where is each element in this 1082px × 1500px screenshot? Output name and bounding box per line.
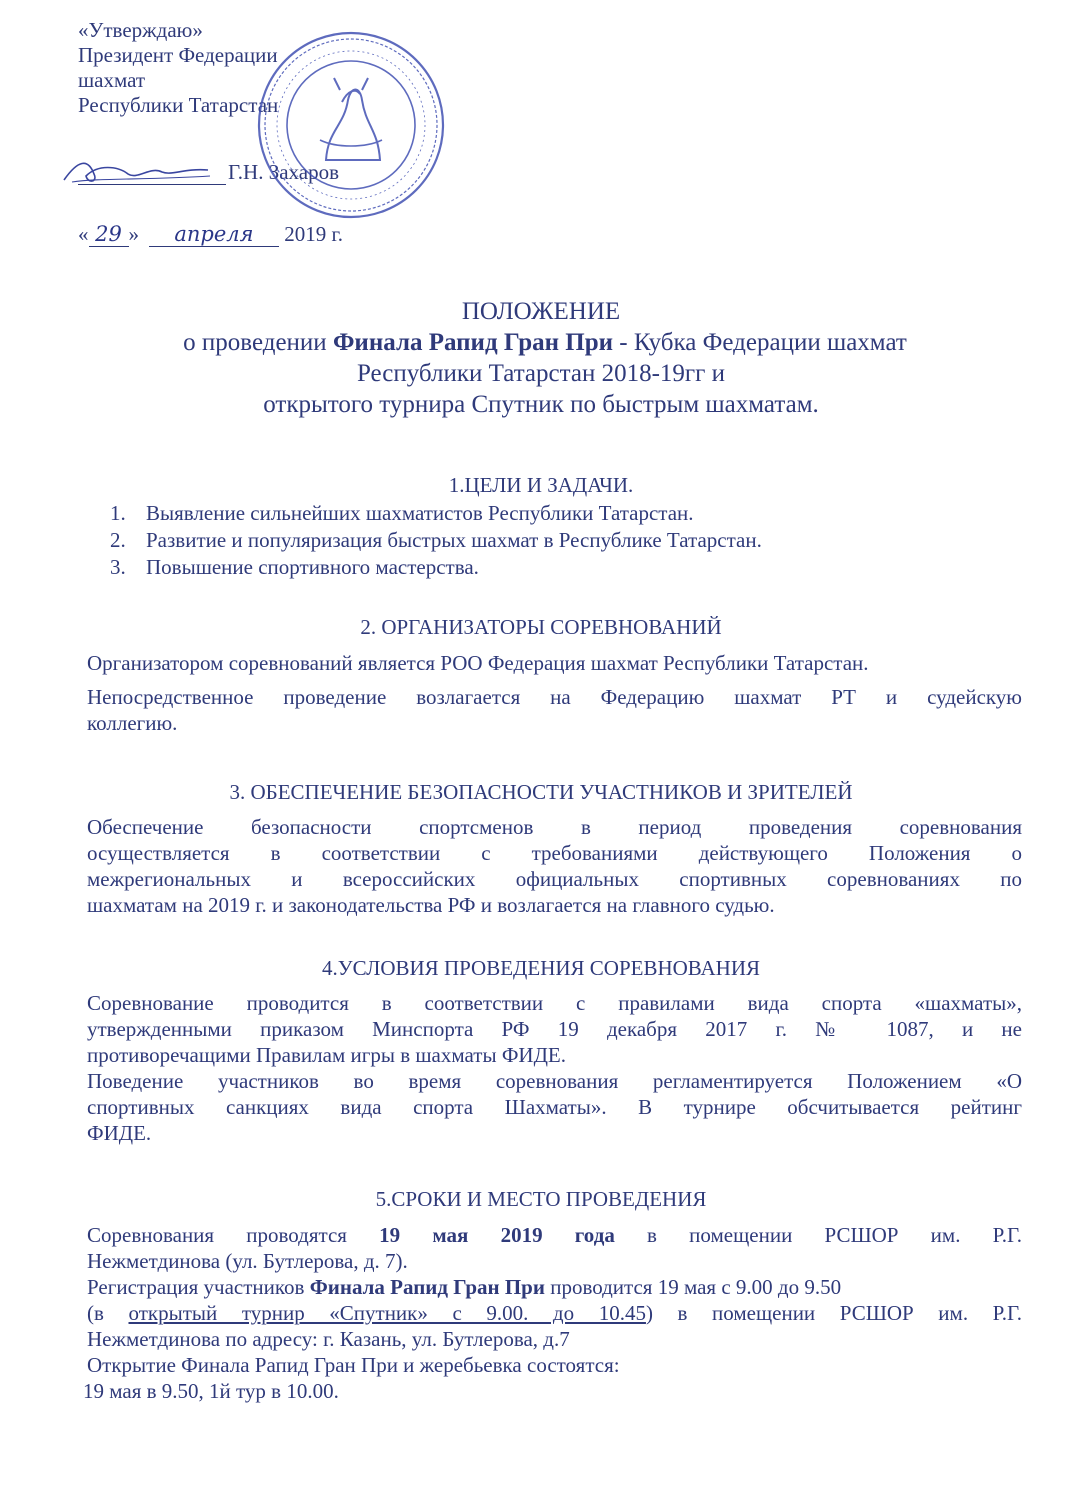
section2-line3: коллегию. — [87, 711, 178, 735]
section5-sputnik-underlined: открытый турнир «Спутник» с 9.00. до 10.45 — [128, 1301, 646, 1325]
section2-heading: 2. ОРГАНИЗАТОРЫ СОРЕВНОВАНИЙ — [360, 615, 722, 639]
date-month: апреля — [149, 222, 279, 247]
list-item-number: 1. — [110, 501, 126, 525]
section3-line1: Обеспечение безопасности спортсменов в период проведения соревнования — [87, 815, 1022, 839]
approval-position-line3: Республики Татарстан — [78, 93, 279, 117]
section3-line2: осуществляется в соответствии с требованиями действующего Положения о — [87, 841, 1022, 865]
list-item-number: 2. — [110, 528, 126, 552]
section1-heading: 1.ЦЕЛИ И ЗАДАЧИ. — [448, 473, 634, 497]
list-item — [110, 527, 762, 554]
section4-line1: Соревнование проводится в соответствии с правилами вида спорта «шахматы», — [87, 991, 1022, 1015]
approval-position-line2: шахмат — [78, 68, 146, 92]
section2-paragraph — [87, 650, 1022, 736]
section5-line3-end: проводится 19 мая с 9.00 до 9.50 — [544, 1275, 842, 1299]
section4-heading: 4.УСЛОВИЯ ПРОВЕДЕНИЯ СОРЕВНОВАНИЯ — [322, 956, 760, 980]
section4-paragraph — [87, 990, 1022, 1146]
list-item-text: Развитие и популяризация быстрых шахмат в Республике Татарстан. — [146, 528, 762, 552]
approval-date — [78, 222, 343, 247]
section3-paragraph — [87, 814, 1022, 918]
section2-line2: Непосредственное проведение возлагается на Федерацию шахмат РТ и судейскую — [87, 685, 1022, 709]
section5-line4 — [87, 1300, 1022, 1326]
section5-line5: Нежметдинова по адресу: г. Казань, ул. Бутлерова, д.7 — [87, 1327, 570, 1351]
list-item-text: Выявление сильнейших шахматистов Республики Татарстан. — [146, 501, 694, 525]
section5-line6: Открытие Финала Рапид Гран При и жеребьевка состоятся: — [87, 1353, 620, 1377]
section4-line5: спортивных санкциях вида спорта Шахматы». В турнире обсчитывается рейтинг — [87, 1095, 1022, 1119]
signer-name: Г.Н. Захаров — [228, 160, 339, 184]
goals-list — [110, 500, 762, 581]
date-close-quote: » — [128, 222, 139, 246]
section5-line4-end: ) в помещении РСШОР им. Р.Г. — [645, 1301, 1022, 1325]
official-round-seal-icon — [256, 30, 446, 220]
approval-label: «Утверждаю» — [78, 18, 203, 42]
title-line4: открытого турнира Спутник по быстрым шахматам. — [263, 391, 819, 418]
section5-line1-end: в помещении РСШОР им. Р.Г. — [614, 1223, 1022, 1247]
title-line2-suffix: - Кубка Федерации шахмат — [613, 329, 907, 356]
date-open-quote: « — [78, 222, 89, 246]
title-line2-prefix: о проведении — [183, 329, 333, 356]
document-title — [0, 296, 1082, 420]
section3-line4: шахматам на 2019 г. и законодательства РФ и возлагается на главного судью. — [87, 893, 775, 917]
section5-heading: 5.СРОКИ И МЕСТО ПРОВЕДЕНИЯ — [375, 1187, 707, 1211]
section3-line3: межрегиональных и всероссийских официальных спортивных соревнованиях по — [87, 867, 1022, 891]
approval-block — [78, 18, 278, 118]
section4-line3: противоречащими Правилам игры в шахматы ФИДЕ. — [87, 1043, 566, 1067]
section4-line4: Поведение участников во время соревнования регламентируется Положением «О — [87, 1069, 1022, 1093]
section4-line6: ФИДЕ. — [87, 1121, 152, 1145]
section4-line2: утвержденными приказом Минспорта РФ 19 декабря 2017 г. № 1087, и не — [87, 1017, 1022, 1041]
list-item-number: 3. — [110, 555, 126, 579]
section5-line1 — [87, 1222, 1022, 1248]
title-heading: ПОЛОЖЕНИЕ — [461, 298, 621, 325]
section5-paragraph — [83, 1222, 1022, 1404]
section5-final-bold: Финала Рапид Гран При — [309, 1275, 545, 1299]
approval-position-line1: Президент Федерации — [78, 43, 278, 67]
title-line2-bold: Финала Рапид Гран При — [332, 329, 614, 356]
list-item — [110, 554, 762, 581]
section5-line3 — [87, 1274, 1022, 1300]
section5-line1-start: Соревнования проводятся — [87, 1223, 380, 1247]
date-day: 29 — [89, 222, 129, 247]
section5-line4-start: (в — [87, 1301, 129, 1325]
title-line3: Республики Татарстан 2018-19гг и — [356, 360, 726, 387]
section3-heading: 3. ОБЕСПЕЧЕНИЕ БЕЗОПАСНОСТИ УЧАСТНИКОВ И ЗРИТЕЛЕЙ — [229, 780, 853, 804]
section5-date-bold: 19 мая 2019 года — [379, 1223, 615, 1247]
section2-line1: Организатором соревнований является РОО Федерация шахмат Республики Татарстан. — [87, 651, 869, 675]
title-line2 — [0, 327, 1082, 358]
list-item-text: Повышение спортивного мастерства. — [146, 555, 479, 579]
signature-blank — [78, 164, 226, 185]
list-item — [110, 500, 762, 527]
section5-line3-start: Регистрация участников — [87, 1275, 310, 1299]
section5-line7: 19 мая в 9.50, 1й тур в 10.00. — [83, 1379, 339, 1403]
section5-line2: Нежметдинова (ул. Бутлерова, д. 7). — [87, 1249, 408, 1273]
date-year: 2019 г. — [284, 222, 343, 246]
